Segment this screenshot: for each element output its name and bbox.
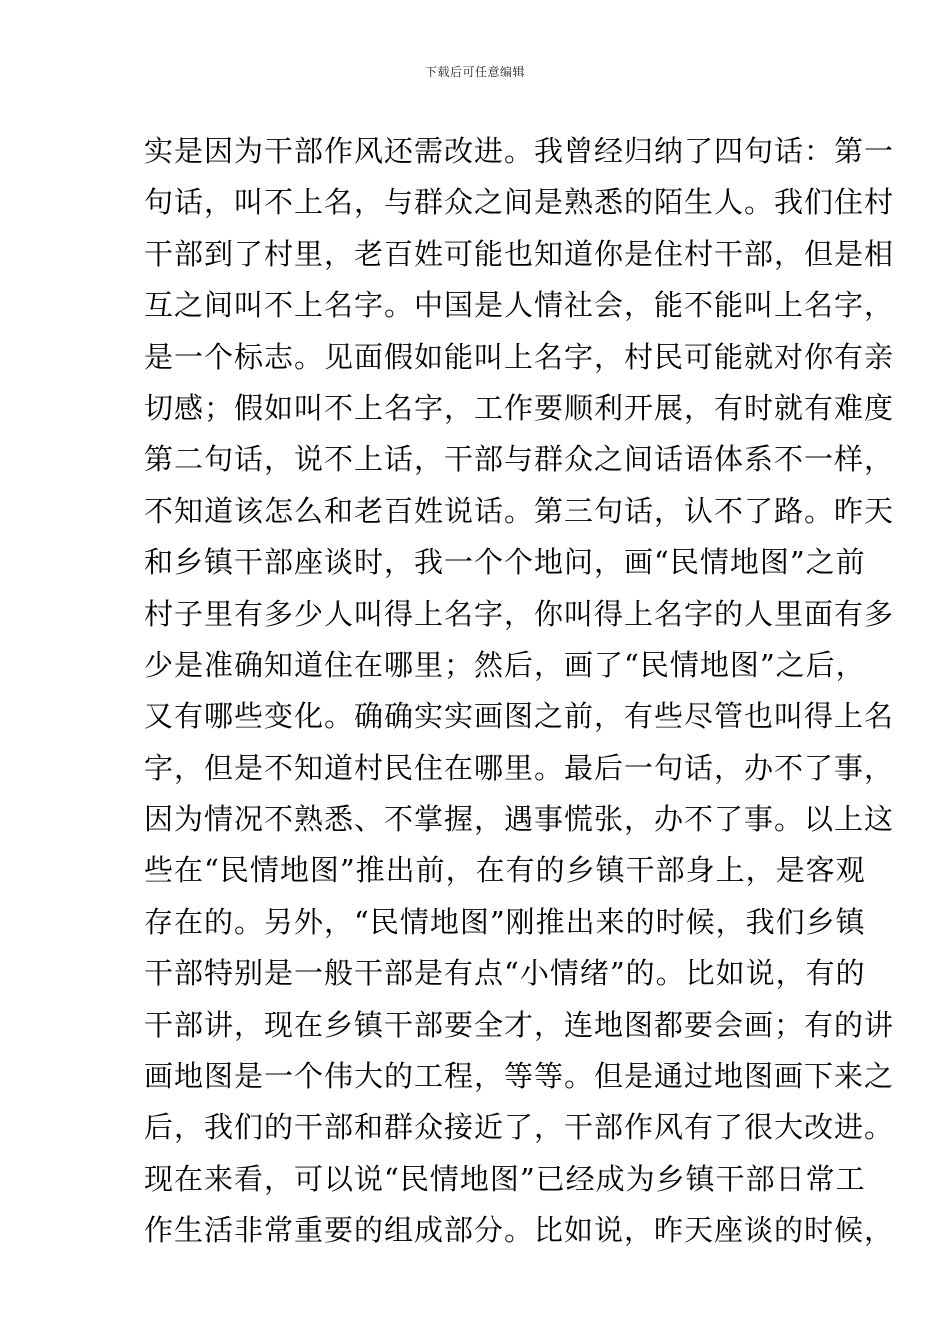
text-line: 干部到了村里，老百姓可能也知道你是住村干部，但是相 [144, 236, 895, 271]
text-line: 画地图是一个伟大的工程，等等。但是通过地图画下来之 [144, 1059, 895, 1094]
text-line: 是一个标志。见面假如能叫上名字，村民可能就对你有亲 [144, 339, 895, 374]
page-header: 下载后可任意编辑 [424, 65, 525, 79]
text-line: 句话，叫不上名，与群众之间是熟悉的陌生人。我们住村 [144, 185, 895, 220]
text-line: 又有哪些变化。确确实实画图之前，有些尽管也叫得上名 [144, 699, 895, 734]
text-line: 现在来看，可以说“民情地图”已经成为乡镇干部日常工 [144, 1161, 866, 1196]
text-line: 和乡镇干部座谈时，我一个个地问，画“民情地图”之前 [144, 545, 866, 580]
text-line: 干部讲，现在乡镇干部要全才，连地图都要会画；有的讲 [144, 1007, 895, 1042]
text-line: 村子里有多少人叫得上名字，你叫得上名字的人里面有多 [144, 596, 895, 631]
text-line: 切感；假如叫不上名字，工作要顺利开展，有时就有难度 [144, 390, 895, 425]
text-line: 存在的。另外，“民情地图”刚推出来的时候，我们乡镇 [144, 904, 866, 939]
text-line: 因为情况不熟悉、不掌握，遇事慌张，办不了事。以上这 [144, 802, 895, 837]
text-line: 不知道该怎么和老百姓说话。第三句话，认不了路。昨天 [144, 493, 895, 528]
text-line: 第二句话，说不上话，干部与群众之间话语体系不一样， [144, 442, 895, 477]
text-line: 后，我们的干部和群众接近了，干部作风有了很大改进。 [144, 1110, 895, 1145]
text-line: 字，但是不知道村民住在哪里。最后一句话，办不了事， [144, 750, 895, 785]
body-text [144, 126, 895, 1257]
text-line: 作生活非常重要的组成部分。比如说，昨天座谈的时候， [144, 1213, 895, 1248]
text-line: 实是因为干部作风还需改进。我曾经归纳了四句话：第一 [144, 134, 895, 168]
text-line: 干部特别是一般干部是有点“小情绪”的。比如说，有的 [144, 956, 866, 991]
text-line: 些在“民情地图”推出前，在有的乡镇干部身上，是客观 [144, 853, 866, 888]
text-line: 少是准确知道住在哪里；然后，画了“民情地图”之后， [144, 647, 866, 682]
text-line: 互之间叫不上名字。中国是人情社会，能不能叫上名字， [144, 288, 895, 323]
